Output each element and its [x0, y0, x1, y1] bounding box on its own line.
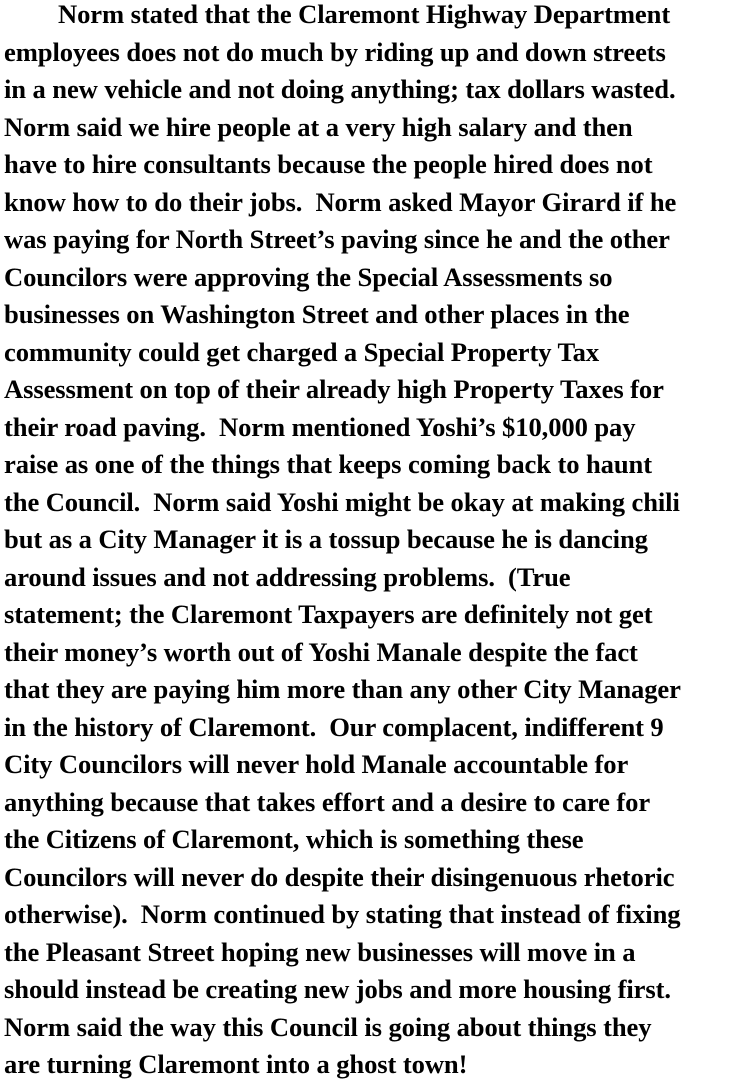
text-line: Councilors will never do despite their disingenuous rhetoric	[4, 861, 675, 892]
text-line: but as a City Manager it is a tossup because he is dancing	[4, 524, 648, 554]
text-line: was paying for North Street’s paving since he and the other	[4, 224, 670, 254]
text-line: the Pleasant Street hoping new businesses will move in a	[4, 936, 636, 967]
text-line: their money’s worth out of Yoshi Manale despite the fact	[4, 636, 638, 667]
text-line: Councilors were approving the Special Assessments so	[4, 261, 613, 292]
text-line: their road paving. Norm mentioned Yoshi’s $10,000 pay	[4, 411, 636, 442]
text-line: Norm said we hire people at a very high salary and then	[4, 111, 633, 142]
text-line: anything because that takes effort and a desire to care for	[4, 786, 651, 817]
text-line: otherwise). Norm continued by stating that instead of fixing	[4, 899, 681, 929]
text-line: know how to do their jobs. Norm asked Mayor Girard if he	[4, 186, 677, 217]
text-line: raise as one of the things that keeps coming back to haunt	[4, 449, 653, 479]
text-line: that they are paying him more than any other City Manager	[4, 674, 681, 704]
text-line: around issues and not addressing problems. (True	[4, 561, 571, 592]
text-line: Norm stated that the Claremont Highway Department	[58, 0, 671, 29]
text-line: should instead be creating new jobs and more housing first.	[4, 974, 671, 1004]
text-line: employees does not do much by riding up and down streets	[4, 36, 666, 67]
text-line: statement; the Claremont Taxpayers are definitely not get	[4, 599, 653, 629]
text-line: City Councilors will never hold Manale accountable for	[4, 749, 629, 779]
text-line: the Council. Norm said Yoshi might be okay at making chili	[4, 486, 680, 517]
text-line: Assessment on top of their already high Property Taxes for	[4, 374, 664, 404]
text-line: the Citizens of Claremont, which is something these	[4, 824, 584, 854]
text-line: businesses on Washington Street and other places in the	[4, 299, 630, 329]
text-line: have to hire consultants because the people hired does not	[4, 149, 653, 179]
text-line: are turning Claremont into a ghost town!	[4, 1049, 468, 1079]
text-line: Norm said the way this Council is going about things they	[4, 1011, 652, 1042]
text-line: in a new vehicle and not doing anything; tax dollars wasted.	[4, 74, 676, 104]
text-line: community could get charged a Special Property Tax	[4, 336, 600, 367]
text-line: in the history of Claremont. Our complacent, indifferent 9	[4, 711, 664, 742]
